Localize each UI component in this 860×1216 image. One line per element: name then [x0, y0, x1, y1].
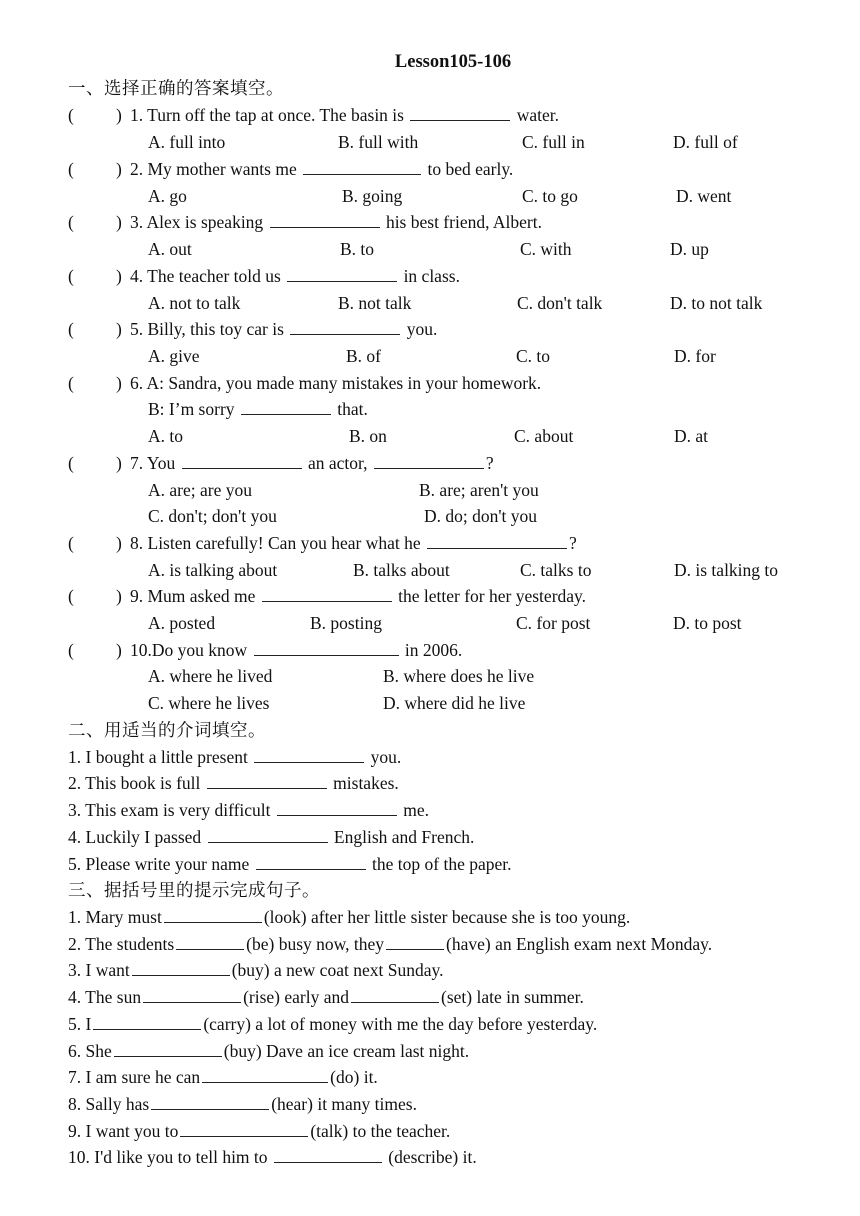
option-c[interactable]: C. to go: [522, 186, 578, 206]
answer-blank[interactable]: [176, 932, 244, 950]
answer-blank[interactable]: [254, 745, 364, 763]
option-d[interactable]: D. full of: [673, 132, 738, 152]
answer-blank[interactable]: [351, 985, 439, 1003]
option-b[interactable]: B. full with: [338, 132, 419, 152]
answer-blank[interactable]: [241, 397, 331, 415]
option-b[interactable]: B. are; aren't you: [419, 480, 539, 500]
option-a[interactable]: A. where he lived: [148, 666, 273, 686]
option-c[interactable]: C. for post: [516, 613, 591, 633]
answer-blank[interactable]: [180, 1119, 308, 1137]
answer-blank[interactable]: [287, 264, 397, 282]
option-b[interactable]: B. to: [340, 239, 375, 259]
worksheet-page: Lesson105-106 一、选择正确的答案填空。 ( ) 1. Turn off the tap at once. The basin is water. A. full into B. full with C. full in D. full of ( ) 2. My mother wants me to bed early. A. go B. going C. to go D. went ( ) 3. Alex is speaking his best friend, Albert. A. out B. to C. with D. up ( ) 4. The teacher told us in class. A. not to talk B. not talk C. don't talk D. to not talk ( ) 5. Billy, this toy car is you. A. give B. of C. to D. for ( ) 6. A: Sandra, you made many mistakes in your homework. B: I’m sorry that. A. to B. on C. about D. at ( ) 7. You an actor, ? A. are; are you B. are; aren't you C. don't; don't you D. do; don't you ( ) 8. Listen carefully! Can you hear what he ? A. is talking about B. talks about C. talks to D. is talking to ( ) 9. Mum asked me the letter for her yesterday. A. posted B. posting C. for post D. to post ( ) 10.Do you know in 2006. A. where he lived B. where does he live C. where he lives D. where did he live 二、用适当的介词填空。 1. I bought a little present you. 2. This book is full mistakes. 3. This exam is very difficult me. 4. Luckily I passed English and French. 5. Please write your name the top of the paper. 三、据括号里的提示完成句子。 1. Mary must (look) after her little sister because she is too young. 2. The students (be) busy now, they (have) an English exam next Monday. 3. I want (buy) a new coat next Sunday. 4. The sun (rise) early and (set) late in summer. 5. I (carry) a lot of money with me the day before yesterday. 6. She (buy) Dave an ice cream last night. 7. I am sure he can (do) it. 8. Sally has (hear) it many times. 9. I want you to (talk) to the teacher. 10. I'd like you to tell him to (describe) it.: [0, 0, 860, 1216]
answer-paren: (: [68, 105, 74, 125]
option-d[interactable]: D. to post: [673, 613, 742, 633]
answer-blank[interactable]: [290, 317, 400, 335]
option-d[interactable]: D. do; don't you: [424, 506, 538, 526]
answer-blank[interactable]: [132, 958, 230, 976]
answer-blank[interactable]: [151, 1092, 269, 1110]
option-d[interactable]: D. up: [670, 239, 709, 259]
option-a[interactable]: A. to: [148, 426, 183, 446]
option-d[interactable]: D. went: [676, 186, 732, 206]
option-c[interactable]: C. talks to: [520, 560, 592, 580]
option-b[interactable]: B. of: [346, 346, 381, 366]
answer-blank[interactable]: [386, 932, 444, 950]
option-d[interactable]: D. for: [674, 346, 716, 366]
option-d[interactable]: D. at: [674, 426, 709, 446]
option-d[interactable]: D. is talking to: [674, 560, 779, 580]
answer-blank[interactable]: [254, 638, 399, 656]
page-title: Lesson105-106: [394, 52, 512, 72]
answer-blank[interactable]: [182, 451, 302, 469]
answer-blank[interactable]: [410, 103, 510, 121]
option-a[interactable]: A. not to talk: [148, 293, 241, 313]
answer-blank[interactable]: [202, 1065, 328, 1083]
option-b[interactable]: B. not talk: [338, 293, 412, 313]
option-d[interactable]: D. to not talk: [670, 293, 763, 313]
answer-blank[interactable]: [114, 1039, 222, 1057]
answer-blank[interactable]: [427, 531, 567, 549]
option-b[interactable]: B. where does he live: [383, 666, 535, 686]
option-a[interactable]: A. out: [148, 239, 192, 259]
answer-blank[interactable]: [164, 905, 262, 923]
option-c[interactable]: C. don't talk: [517, 293, 603, 313]
answer-blank[interactable]: [207, 771, 327, 789]
option-a[interactable]: A. are; are you: [148, 480, 252, 500]
option-c[interactable]: C. full in: [522, 132, 585, 152]
option-c[interactable]: C. with: [520, 239, 572, 259]
option-b[interactable]: B. on: [349, 426, 387, 446]
option-d[interactable]: D. where did he live: [383, 693, 526, 713]
option-a[interactable]: A. go: [148, 186, 187, 206]
option-b[interactable]: B. talks about: [353, 560, 450, 580]
section-1-heading: 一、选择正确的答案填空。: [68, 78, 284, 98]
answer-blank[interactable]: [303, 157, 421, 175]
answer-blank[interactable]: [274, 1145, 382, 1163]
option-c[interactable]: C. to: [516, 346, 551, 366]
answer-blank[interactable]: [208, 825, 328, 843]
option-b[interactable]: B. posting: [310, 613, 382, 633]
option-a[interactable]: A. full into: [148, 132, 226, 152]
option-b[interactable]: B. going: [342, 186, 403, 206]
option-a[interactable]: A. is talking about: [148, 560, 278, 580]
answer-blank[interactable]: [256, 852, 366, 870]
answer-blank[interactable]: [143, 985, 241, 1003]
answer-blank[interactable]: [270, 210, 380, 228]
option-c[interactable]: C. where he lives: [148, 693, 270, 713]
answer-blank[interactable]: [262, 584, 392, 602]
answer-blank[interactable]: [374, 451, 484, 469]
option-a[interactable]: A. posted: [148, 613, 216, 633]
section-2-heading: 二、用适当的介词填空。: [68, 720, 266, 740]
option-c[interactable]: C. about: [514, 426, 574, 446]
section-3-heading: 三、据括号里的提示完成句子。: [68, 880, 320, 900]
option-a[interactable]: A. give: [148, 346, 200, 366]
option-c[interactable]: C. don't; don't you: [148, 506, 277, 526]
answer-blank[interactable]: [277, 798, 397, 816]
answer-blank[interactable]: [93, 1012, 201, 1030]
